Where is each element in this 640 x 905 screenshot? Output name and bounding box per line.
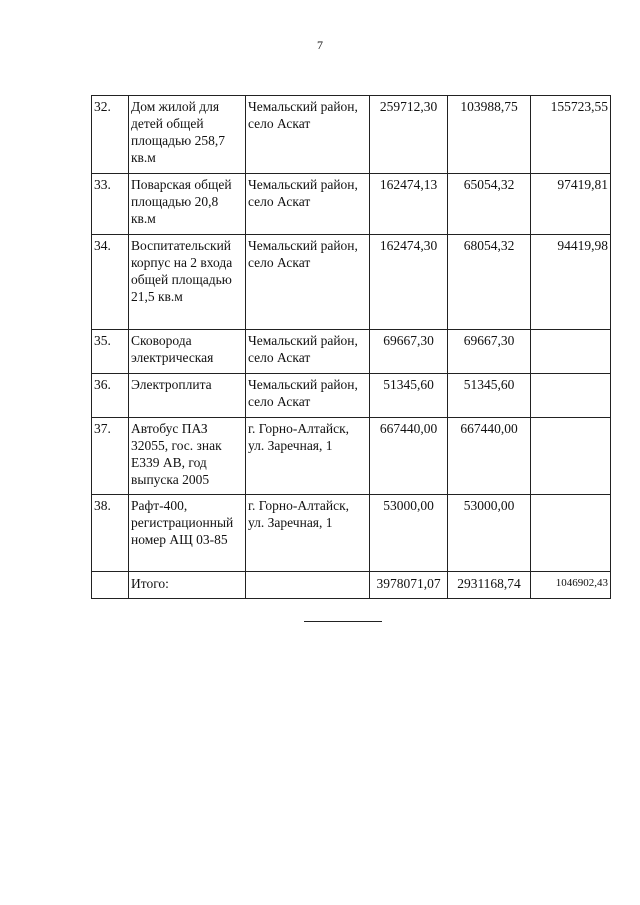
value-residual: 155723,55 [531, 96, 611, 174]
value-residual [531, 374, 611, 418]
item-location: г. Горно-Алтайск, ул. Заречная, 1 [246, 495, 370, 572]
item-name: Сковорода электрическая [129, 330, 246, 374]
value-residual: 94419,98 [531, 235, 611, 330]
row-number: 36. [92, 374, 129, 418]
value-initial: 667440,00 [370, 418, 448, 495]
table-row [92, 418, 611, 495]
item-name: Автобус ПАЗ 32055, гос. знак Е339 АВ, год выпуска 2005 [129, 418, 246, 495]
value-initial: 51345,60 [370, 374, 448, 418]
item-location: Чемальский район, село Аскат [246, 96, 370, 174]
value-initial: 53000,00 [370, 495, 448, 572]
value-depreciation: 103988,75 [448, 96, 531, 174]
total-row [92, 572, 611, 599]
row-number: 37. [92, 418, 129, 495]
value-depreciation: 68054,32 [448, 235, 531, 330]
row-number: 38. [92, 495, 129, 572]
value-depreciation: 65054,32 [448, 174, 531, 235]
table-row [92, 495, 611, 572]
row-number: 35. [92, 330, 129, 374]
table-row [92, 374, 611, 418]
item-name: Дом жилой для детей общей площадью 258,7 кв.м [129, 96, 246, 174]
item-location: г. Горно-Алтайск, ул. Заречная, 1 [246, 418, 370, 495]
total-value-initial: 3978071,07 [370, 572, 448, 599]
total-location-cell [246, 572, 370, 599]
item-location: Чемальский район, село Аскат [246, 235, 370, 330]
item-location: Чемальский район, село Аскат [246, 374, 370, 418]
table-body [92, 96, 611, 599]
row-number: 33. [92, 174, 129, 235]
value-depreciation: 51345,60 [448, 374, 531, 418]
value-initial: 162474,30 [370, 235, 448, 330]
value-initial: 259712,30 [370, 96, 448, 174]
item-location: Чемальский район, село Аскат [246, 330, 370, 374]
total-value-depreciation: 2931168,74 [448, 572, 531, 599]
value-depreciation: 667440,00 [448, 418, 531, 495]
item-name: Воспитательский корпус на 2 входа общей площадью 21,5 кв.м [129, 235, 246, 330]
row-number: 34. [92, 235, 129, 330]
value-residual: 97419,81 [531, 174, 611, 235]
total-number-cell [92, 572, 129, 599]
table-row [92, 96, 611, 174]
item-name: Рафт-400, регистрационный номер АЩ 03-85 [129, 495, 246, 572]
property-table [91, 95, 611, 599]
value-residual [531, 495, 611, 572]
page-number: 7 [317, 38, 323, 52]
value-initial: 69667,30 [370, 330, 448, 374]
table-row [92, 330, 611, 374]
value-depreciation: 53000,00 [448, 495, 531, 572]
total-label: Итого: [129, 572, 246, 599]
end-divider-line [304, 621, 382, 622]
item-name: Электроплита [129, 374, 246, 418]
item-name: Поварская общей площадью 20,8 кв.м [129, 174, 246, 235]
table-row [92, 235, 611, 330]
value-residual [531, 418, 611, 495]
table-row [92, 174, 611, 235]
item-location: Чемальский район, село Аскат [246, 174, 370, 235]
row-number: 32. [92, 96, 129, 174]
value-initial: 162474,13 [370, 174, 448, 235]
value-residual [531, 330, 611, 374]
total-value-residual: 1046902,43 [531, 572, 611, 599]
value-depreciation: 69667,30 [448, 330, 531, 374]
